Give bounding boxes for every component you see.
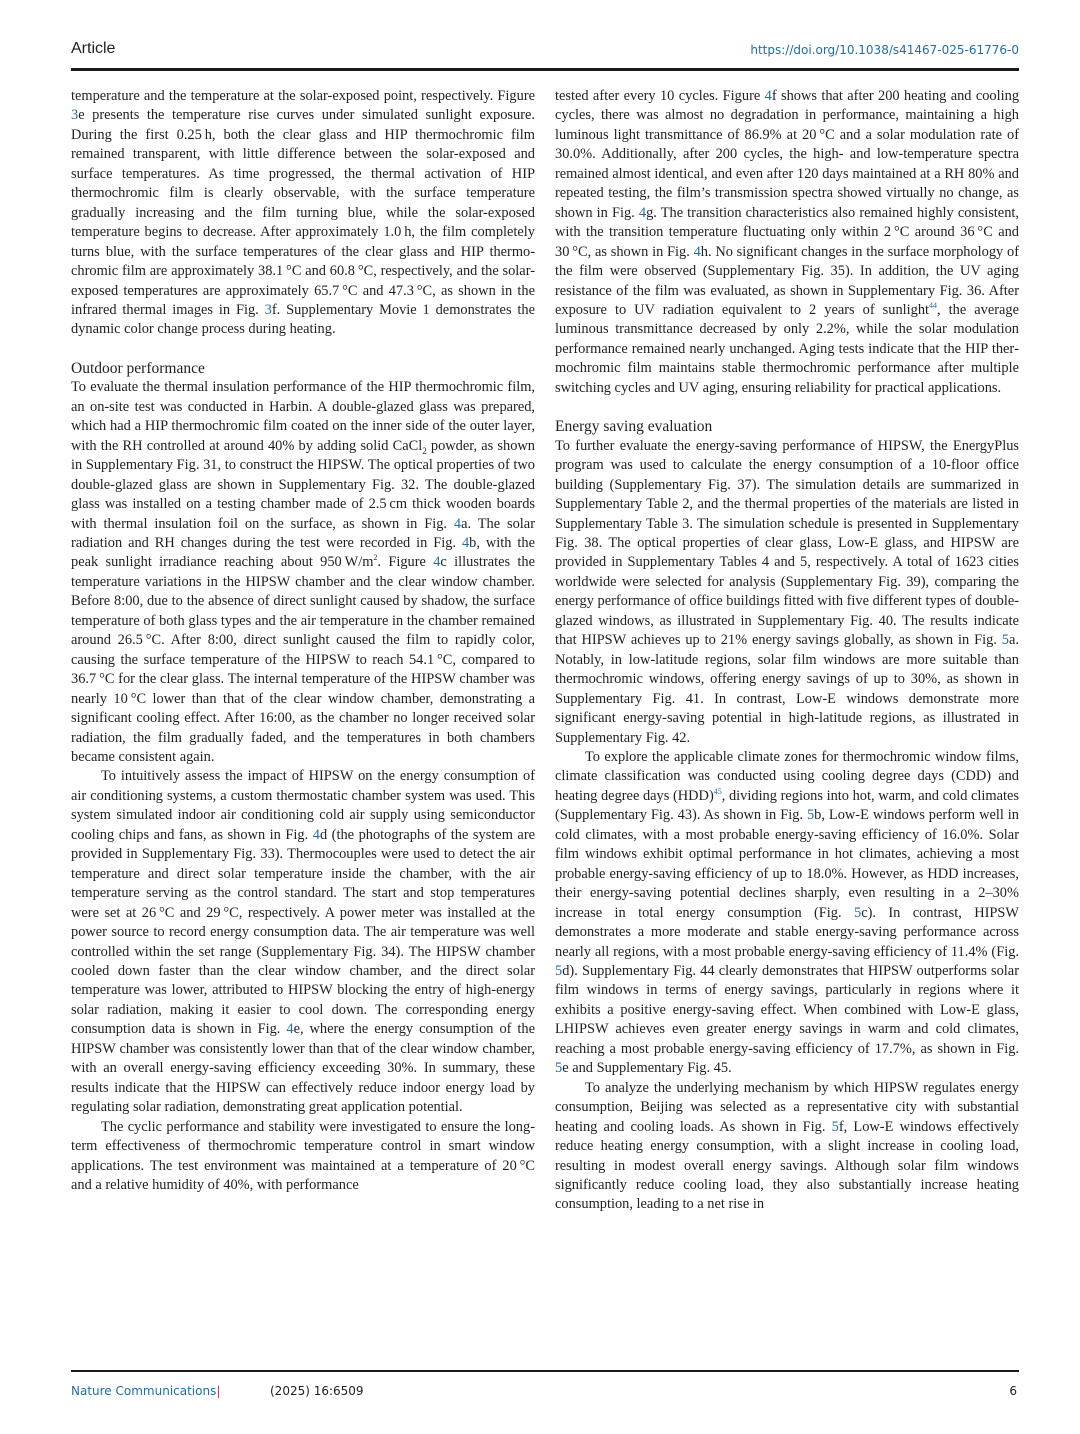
figure-link[interactable]: 4 bbox=[453, 515, 462, 532]
figure-link[interactable]: 3 bbox=[264, 301, 272, 318]
figure-link[interactable]: 4 bbox=[764, 88, 772, 104]
figure-link[interactable]: 4 bbox=[461, 535, 470, 552]
right-column bbox=[555, 87, 1019, 1215]
page-header bbox=[71, 40, 1019, 62]
figure-link[interactable]: 5 bbox=[806, 807, 815, 824]
citation-info: (2025) 16:6509 bbox=[270, 1384, 364, 1398]
citation-link[interactable]: 44 bbox=[929, 301, 938, 311]
left-column bbox=[71, 87, 535, 1195]
paragraph-cyclic-performance: The cyclic performance and stability were investigated to ensure the long-term effectiveness of thermochromic temperature control in smart window applications. The test environment was maintained at a temperature of 20 °C and a relative humidity of 40%, with performance bbox=[71, 1118, 535, 1193]
doi-link[interactable]: https://doi.org/10.1038/s41467-025-61776-0 bbox=[750, 43, 1019, 57]
paragraph-energyplus: To further evaluate the energy-saving performance of HIPSW, the EnergyPlus program was used to calculate the energy consumption of a 10-floor office building (Supplementary Fig. 37). The simulation details are summarized in Supplementary Table 2, and the thermal properties of the materials are listed in Supplementary Table 3. The simulation schedule is presented in Supplementary Fig. 38. The optical properties of clear glass, Low-E glass, and HIPSW are provided in Supplementary Tables 4 and 5, respectively. A total of 1623 cities worldwide were selected for analysis (Supplementary Fig. 39), comparing the energy performance of office buildings fitted with five different types of double-glazed windows, as illustrated in Supplementary Fig. 40. The results indicate that HIPSW achieves up to 21% energy savings globally, as shown in Fig. 5a. Notably, in low-latitude regions, solar film windows are more suitable than thermochromic windows, offering energy savings of up to 30%, as shown in Supplementary Fig. 41. In contrast, Low-E windows demonstrate more significant energy-saving potential in high-latitude regions, as illustrated in Supplementary Fig. 42. bbox=[555, 437, 1019, 746]
page-number: 6 bbox=[1009, 1384, 1017, 1398]
figure-link[interactable]: 5 bbox=[555, 962, 563, 979]
figure-link[interactable]: 3 bbox=[71, 107, 79, 124]
header-rule bbox=[71, 68, 1019, 71]
paragraph-thermal-images: temperature and the temperature at the solar-exposed point, respectively. Figure 3e presents the temperature rise curves under simulated sunlight exposure. During the first 0.25 h, both the clear glass and HIP thermochromic film remained transparent, with little difference between the solar-exposed and surface temperatures. As time progressed, the thermal activation of HIP thermochromic film is clearly observable, with the surface temperature gradually increasing and the film turning blue, while the solar-exposed temperature begins to decrease. After approximately 1.0 h, the film completely turns blue, with the surface temperatures of the clear glass and HIP thermochromic film are approximately 38.1 °C and 60.8 °C, respectively, and the solar-exposed temperatures are approximately 65.7 °C and 47.3 °C, as shown in the infrared thermal images in Fig. 3f. Supplementary Movie 1 demonstrates the dynamic color change process during heating. bbox=[71, 88, 535, 338]
figure-link[interactable]: 5 bbox=[853, 904, 862, 921]
journal-name-link[interactable]: Nature Communications| bbox=[71, 1384, 221, 1398]
figure-link[interactable]: 5 bbox=[555, 1060, 563, 1077]
figure-link[interactable]: 4 bbox=[433, 554, 441, 571]
section-heading-energy-saving: Energy saving evaluation bbox=[555, 418, 713, 436]
paragraph-outdoor-test: To evaluate the thermal insulation performance of the HIP thermochromic film, an on-site test was conducted in Harbin. A double-glazed glass was prepared, which had a HIP thermochromic film coated on the inner side of the outer layer, with the RH controlled at around 40% by adding solid CaCl$_2$ powder, as shown in Supplementary Fig. 31, to construct the HIPSW. The optical properties of two double-glazed glass are shown in Supplementary Fig. 32. The double-glazed glass was installed on a testing chamber made of 2.5 cm thick wooden boards with thermal insulation foil on the surface, as shown in Fig. 4a. The solar radiation and RH changes during the test were recorded in Fig. 4b, with the peak sunlight irradiance reaching about 950 $W/m^2$. Figure 4c illustrates the temperature variations in the HIPSW chamber and the clear window chamber. Before 8:00, due to the absence of direct sunlight caused by shadow, the surface temperature of both glass types and the air temperature in the chamber remained around 26.5 °C. After 8:00, direct sunlight caused the film to rapidly color, causing the surface temperature of the HIPSW to reach 54.1 °C, compared to 36.7 °C for the clear glass. The internal temperature of the HIPSW chamber was nearly 10 °C lower than that of the clear window chamber, demonstrating a significant cooling effect. After 16:00, as the chamber no longer received solar radiation, the film gradually faded, and the temperatures in both chambers became consistent again. bbox=[71, 379, 536, 765]
page-footer bbox=[71, 1384, 1019, 1402]
section-heading-outdoor-performance: Outdoor performance bbox=[71, 359, 205, 377]
paragraph-thermostatic-chamber: To intuitively assess the impact of HIPSW on the energy consumption of air conditioning systems, a custom thermostatic chamber system was used. This system simulated indoor air conditioning cold air supply using semiconductor cooling chips and fans, as shown in Fig. 4d (the photographs of the system are provided in Supplementary Fig. 33). Thermocouples were used to detect the air temperature and direct solar temperature inside the chamber, with the air temperature serving as the control standard. The start and stop temperatures were set at 26 °C and 29 °C, respectively. A power meter was installed at the power source to record energy consumption data. The air temperature was well controlled within the set range (Supplementary Fig. 34). The HIPSW chamber cooled down faster than the clear window chamber, and the direct solar temperature was lower, attributed to HIPSW blocking the entry of high-energy solar radiation, making it easier to cool down. The corresponding energy consumption data is shown in Fig. 4e, where the energy consumption of the HIPSW chamber was consistently lower than that of the clear window chamber, with an overall energy-saving efficiency exceeding 30%. In summary, these results indicate that the HIPSW can effectively reduce indoor energy load by regulating solar radiation, demonstrating great application potential. bbox=[71, 768, 535, 1116]
figure-link[interactable]: 4 bbox=[638, 204, 647, 221]
footer-separator: | bbox=[216, 1384, 221, 1398]
footer-rule bbox=[71, 1370, 1019, 1372]
citation-link[interactable]: 45 bbox=[713, 787, 722, 797]
figure-link[interactable]: 4 bbox=[693, 243, 701, 260]
section-label: Article bbox=[71, 40, 116, 57]
paragraph-beijing-mechanism: To analyze the underlying mechanism by which HIPSW regulates energy consumption, Beijing was selected as a representative city with substantial heating and cooling loads. As shown in Fig. 5f, Low-E windows effectively reduce heating energy consumption, with a slight increase in cooling load, resulting in modest overall energy savings. Although solar film windows significantly reduce cooling load, they also substantially increase heating consumption, leading to a net rise in bbox=[555, 1079, 1019, 1213]
figure-link[interactable]: 4 bbox=[286, 1021, 294, 1038]
paragraph-cycle-stability: tested after every 10 cycles. Figure 4f shows that after 200 heating and cooling cycles, there was almost no degradation in performance, maintaining a high luminous light transmittance of 86.9% at 20 °C and a solar modulation rate of 30.0%. Additionally, after 200 cycles, the high- and low-temperature spectra remained almost identical, and even after 120 days maintained at a RH 80% and repeated testing, the film’s transmission spectra showed virtually no change, as shown in Fig. 4g. The transition characteristics also remained highly consistent, with the transition temperature fluctuating only within 2 °C around 36 °C and 30 °C, as shown in Fig. 4h. No significant changes in the surface morphology of the film were observed (Supplementary Fig. 35). In addition, the UV aging resistance of the film was evaluated, as shown in Supplementary Fig. 36. After exposure to UV radiation equivalent to 2 years of sunlight$^{44}$, the average luminous transmittance decreased by only 2.2%, while the solar modulation performance remained nearly unchanged. Aging tests indicate that the HIP thermochromic film maintains stable thermochromic performance after multiple switching cycles and UV aging, ensuring reliability for practical applications. bbox=[555, 88, 1020, 396]
figure-link[interactable]: 4 bbox=[312, 826, 320, 843]
figure-link[interactable]: 5 bbox=[831, 1118, 839, 1135]
figure-link[interactable]: 5 bbox=[1001, 632, 1009, 649]
paragraph-climate-zones: To explore the applicable climate zones for thermochromic window films, climate classification was conducted using cooling degree days (CDD) and heating degree days (HDD)$^{45}$, dividing regions into hot, warm, and cold climates (Supplementary Fig. 43). As shown in Fig. 5b, Low-E windows perform well in cold climates, with a most probable energy-saving efficiency of 16.0%. Solar film windows exhibit optimal performance in hot climates, achieving a most probable energy-saving efficiency of up to 18.0%. However, as HDD increases, their energy-saving potential declines sharply, even resulting in a 2–30% increase in total energy consumption (Fig. 5c). In contrast, HIPSW demonstrates a more moderate and stable energy-saving performance across nearly all regions, with a most probable energy-saving efficiency of 11.4% (Fig. 5d). Supplementary Fig. 44 clearly demonstrates that HIPSW outperforms solar film windows in terms of energy savings, particularly in regions where it exhibits a positive energy-saving effect. When combined with Low-E glass, LHIPSW achieves even greater energy savings in warm and cold climates, reaching a most probable energy-saving efficiency of 17.7%, as shown in Fig. 5e and Supplementary Fig. 45. bbox=[555, 749, 1019, 1077]
